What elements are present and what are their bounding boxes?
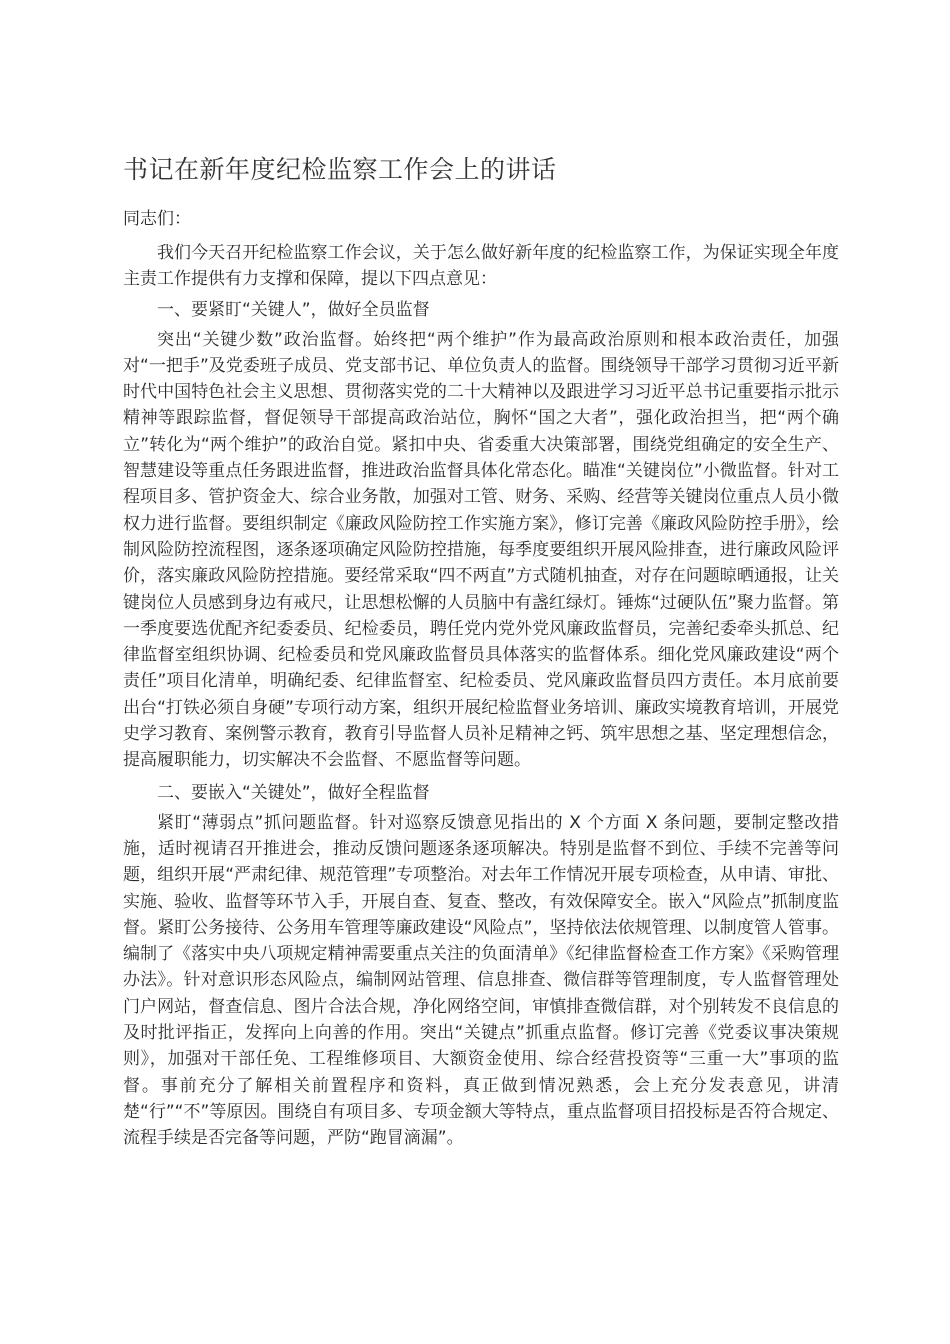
section-heading-2: 二、要嵌入“关键处”，做好全程监督 — [157, 782, 430, 803]
section-heading-1: 一、要紧盯“关键人”，做好全员监督 — [157, 299, 430, 320]
intro-paragraph: 我们今天召开纪检监察工作会议，关于怎么做好新年度的纪检监察工作，为保证实现全年度主责工作提供有力支撑和保障，提以下四点意见： — [123, 243, 839, 290]
section-body-2: 紧盯“薄弱点”抓问题监督。针对巡察反馈意见指出的 X 个方面 X 条问题，要制定整改措施，适时视请召开推进会，推动反馈问题逐条逐项解决。特别是监督不到位、手续不完善等问题，组织开展“严肃纪律、规范管理”专项整治。对去年工作情况开展专项检查，从申请、审批、实施、验收、监督等环节入手，开展自查、复查、整改，有效保障安全。嵌入“风险点”抓制度监督。紧盯公务接待、公务用车管理等廉政建设“风险点”，坚持依法依规管理、以制度管人管事。编制了《落实中央八项规定精神需要重点关注的负面清单》《纪律监督检查工作方案》《采购管理办法》。针对意识形态风险点，编制网站管理、信息排查、微信群等管理制度，专人监督管理处门户网站，督查信息、图片合法合规，净化网络空间，审慎排查微信群，对个别转发不良信息的及时批评指正，发挥向上向善的作用。突出“关键点”抓重点监督。修订完善《党委议事决策规则》，加强对干部任免、工程维修项目、大额资金使用、综合经营投资等“三重一大”事项的监督。事前充分了解相关前置程序和资料，真正做到情况熟悉，会上充分发表意见，讲清楚“行”“不”等原因。围绕自有项目多、专项金额大等特点，重点监督项目招投标是否符合规定、流程手续是否完备等问题，严防“跑冒滴漏”。 — [123, 812, 839, 1149]
document-page — [123, 150, 839, 1152]
section-body-1: 突出“关键少数”政治监督。始终把“两个维护”作为最高政治原则和根本政治责任，加强对“一把手”及党委班子成员、党支部书记、单位负责人的监督。围绕领导干部学习贯彻习近平新时代中国特色社会主义思想、贯彻落实党的二十大精神以及跟进学习习近平总书记重要指示批示精神等跟踪监督，督促领导干部提高政治站位，胸怀“国之大者”，强化政治担当，把“两个确立”转化为“两个维护”的政治自觉。紧扣中央、省委重大决策部署，围绕党组确定的安全生产、智慧建设等重点任务跟进监督，推进政治监督具体化常态化。瞄准“关键岗位”小微监督。针对工程项目多、管护资金大、综合业务散，加强对工管、财务、采购、经营等关键岗位重点人员小微权力进行监督。要组织制定《廉政风险防控工作实施方案》，修订完善《廉政风险防控手册》，绘制风险防控流程图，逐条逐项确定风险防控措施，每季度要组织开展风险排查，进行廉政风险评价，落实廉政风险防控措施。要经常采取“四不两直”方式随机抽查，对存在问题晾晒通报，让关键岗位人员感到身边有戒尺，让思想松懈的人员脑中有盏红绿灯。锤炼“过硬队伍”聚力监督。第一季度要选优配齐纪委委员、纪检委员，聘任党内党外党风廉政监督员，完善纪委牵头抓总、纪律监督室组织协调、纪检委员和党风廉政监督员具体落实的监督体系。细化党风廉政建设“两个责任”项目化清单，明确纪委、纪律监督室、纪检委员、党风廉政监督员四方责任。本月底前要出台“打铁必须自身硬”专项行动方案，组织开展纪检监督业务培训、廉政实境教育培训，开展党史学习教育、案例警示教育，教育引导监督人员补足精神之钙、筑牢思想之基、坚定理想信念，提高履职能力，切实解决不会监督、不愿监督等问题。 — [123, 329, 839, 771]
document-title: 书记在新年度纪检监察工作会上的讲话 — [123, 155, 557, 184]
salutation: 同志们： — [123, 209, 191, 229]
